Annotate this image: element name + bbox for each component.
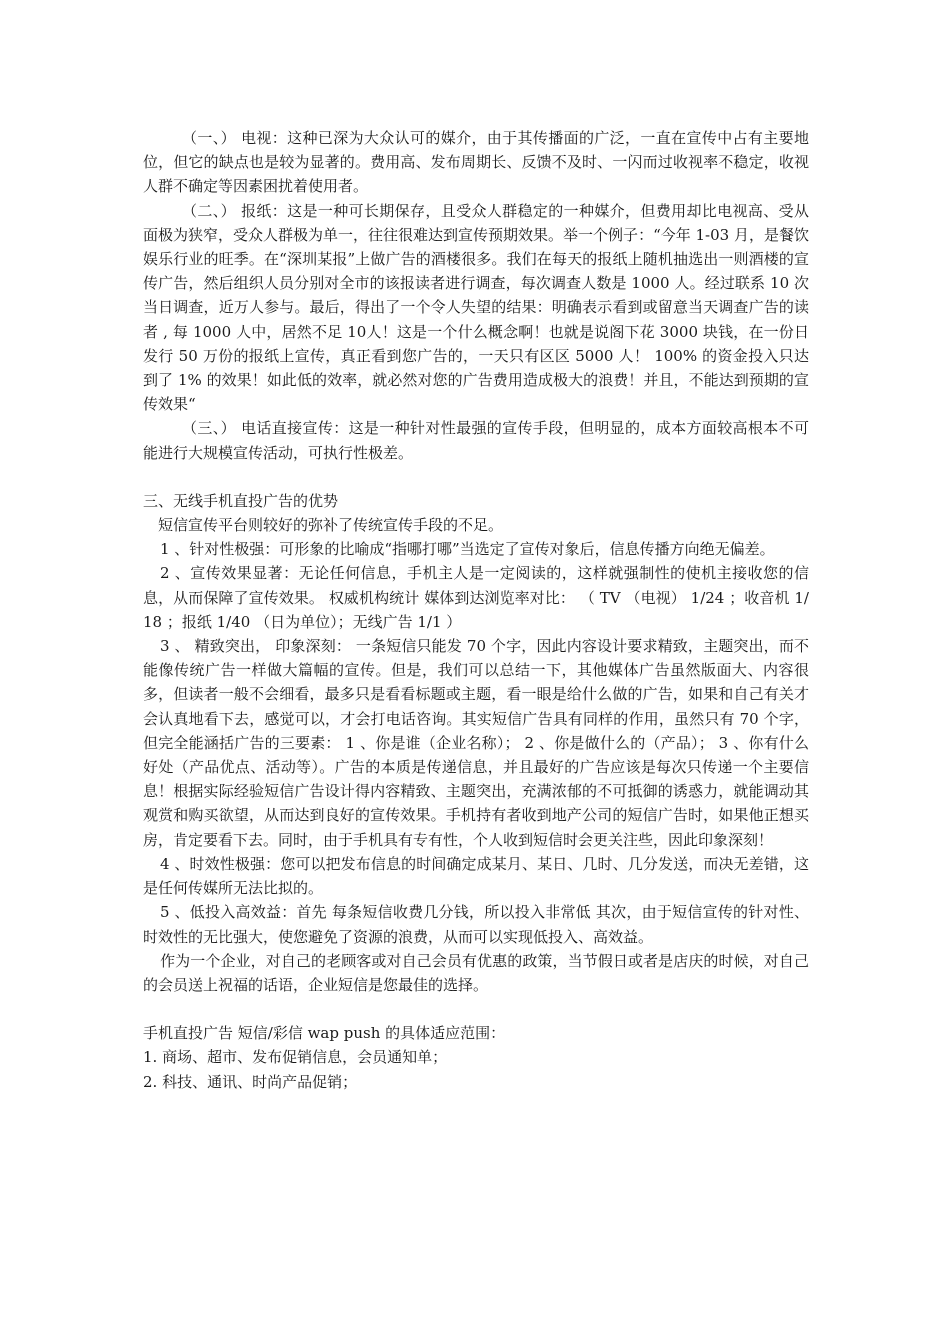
advantage-3-text: 3 、 精致突出， 印象深刻： 一条短信只能发 70 个字，因此内容设计要求精致，主题突出，而不能像传统广告一样做大篇幅的宣传。但是，我们可以总结一下，其他媒体广告虽然版面大、内容很多，但读者一般不会细看，最多只是看看标题或主题，看一眼是给什么做的广告，如果和自己有关才会认真地看下去，感觉可以，才会打电话咨询。其实短信广告具有同样的作用，虽然只有 70 个字，但完全能涵括广告的三要素： 1 、你是谁（企业名称）； 2 、你是做什么的（产品）； 3 、你有什么好处（产品优点、活动等）。广告的本质是传递信息，并且最好的广告应该是每次只传递一个主要信息！根据实际经验短信广告设计得内容精致、主题突出，充满浓郁的不可抵御的诱惑力，就能调动其观赏和购买欲望，从而达到良好的宣传效果。手机持有者收到地产公司的短信广告时，如果他正想买房，肯定要看下去。同时，由于手机具有专有性，个人收到短信时会更关注些，因此印象深刻！	[143, 637, 809, 849]
advantage-4	[143, 852, 809, 900]
enterprise-paragraph	[143, 949, 809, 997]
section-title-advantages: 三、无线手机直投广告的优势	[143, 491, 339, 510]
advantage-1	[143, 537, 809, 561]
paragraph-tv: （一、） 电视：这种已深为大众认可的媒介，由于其传播面的广泛，一直在宣传中占有主要地位，但它的缺点也是较为显著的。费用高、发布周期长、反馈不及时、一闪而过收视率不稳定，收视人群不确定等因素困扰着使用者。	[143, 129, 809, 196]
paragraph-phone: （三、） 电话直接宣传：这是一种针对性最强的宣传手段，但明显的，成本方面较高根本不可能进行大规模宣传活动，可执行性极差。	[143, 419, 809, 462]
advantage-5-text: 5 、低投入高效益：首先 每条短信收费几分钱，所以投入非常低 其次，由于短信宣传的针对性、时效性的无比强大，使您避免了资源的浪费，从而可以实现低投入、高效益。	[143, 903, 809, 946]
advantage-1-text: 1 、针对性极强：可形象的比喻成“指哪打哪”当选定了宣传对象后，信息传播方向绝无偏差。	[160, 540, 775, 559]
advantage-2	[143, 561, 809, 634]
enterprise-text: 作为一个企业，对自己的老顾客或对自己会员有优惠的政策，当节假日或者是店庆的时候，对自己的会员送上祝福的话语，企业短信是您最佳的选择。	[143, 951, 809, 994]
section-intro: 短信宣传平台则较好的弥补了传统宣传手段的不足。	[158, 516, 504, 535]
advantage-2-text: 2 、宣传效果显著：无论任何信息，手机主人是一定阅读的，这样就强制性的使机主接收您的信息，从而保障了宣传效果。 权威机构统计 媒体到达浏览率对比： （ TV （电视） 1/24 ；收音机 1/18 ；报纸 1/40 （日为单位）；无线广告 1/1 ）	[143, 564, 809, 631]
advantage-3	[143, 634, 809, 852]
advantage-4-text: 4 、时效性极强：您可以把发布信息的时间确定成某月、某日、几时、几分发送，而决无差错，这是任何传媒所无法比拟的。	[143, 854, 809, 898]
document-page	[143, 126, 809, 1094]
scope-item: 1. 商场、超市、发布促销信息，会员通知单；	[143, 1048, 448, 1067]
spacer	[143, 997, 809, 1021]
paragraph-newspaper: （二、） 报纸：这是一种可长期保存，且受众人群稳定的一种媒介，但费用却比电视高、受从面极为狭窄，受众人群极为单一，往往很难达到宣传预期效果。举一个例子：“今年 1-03 月，是餐饮娱乐行业的旺季。在“深圳某报”上做广告的酒楼很多。我们在每天的报纸上随机抽选出一则酒楼的宣传广告，然后组织人员分别对全市的该报读者进行调查，每次调查人数是 1000 人。经过联系 10 次当日调查，近万人参与。最后，得出了一个令人失望的结果：明确表示看到或留意当天调查广告的读者 , 每 1000 人中，居然不足 10人！这是一个什么概念啊！也就是说阁下花 3000 块钱，在一份日发行 50 万份的报纸上宣传，真正看到您广告的，一天只有区区 5000 人！ 100% 的资金投入只达到了 1% 的效果！如此低的效率，就必然对您的广告费用造成极大的浪费！并且，不能达到预期的宣传效果“	[143, 201, 809, 414]
spacer	[143, 465, 809, 489]
scope-title: 手机直投广告 短信/彩信 wap push 的具体适应范围：	[143, 1024, 506, 1043]
scope-item: 2. 科技、通讯、时尚产品促销；	[143, 1072, 358, 1091]
advantage-5	[143, 900, 809, 948]
